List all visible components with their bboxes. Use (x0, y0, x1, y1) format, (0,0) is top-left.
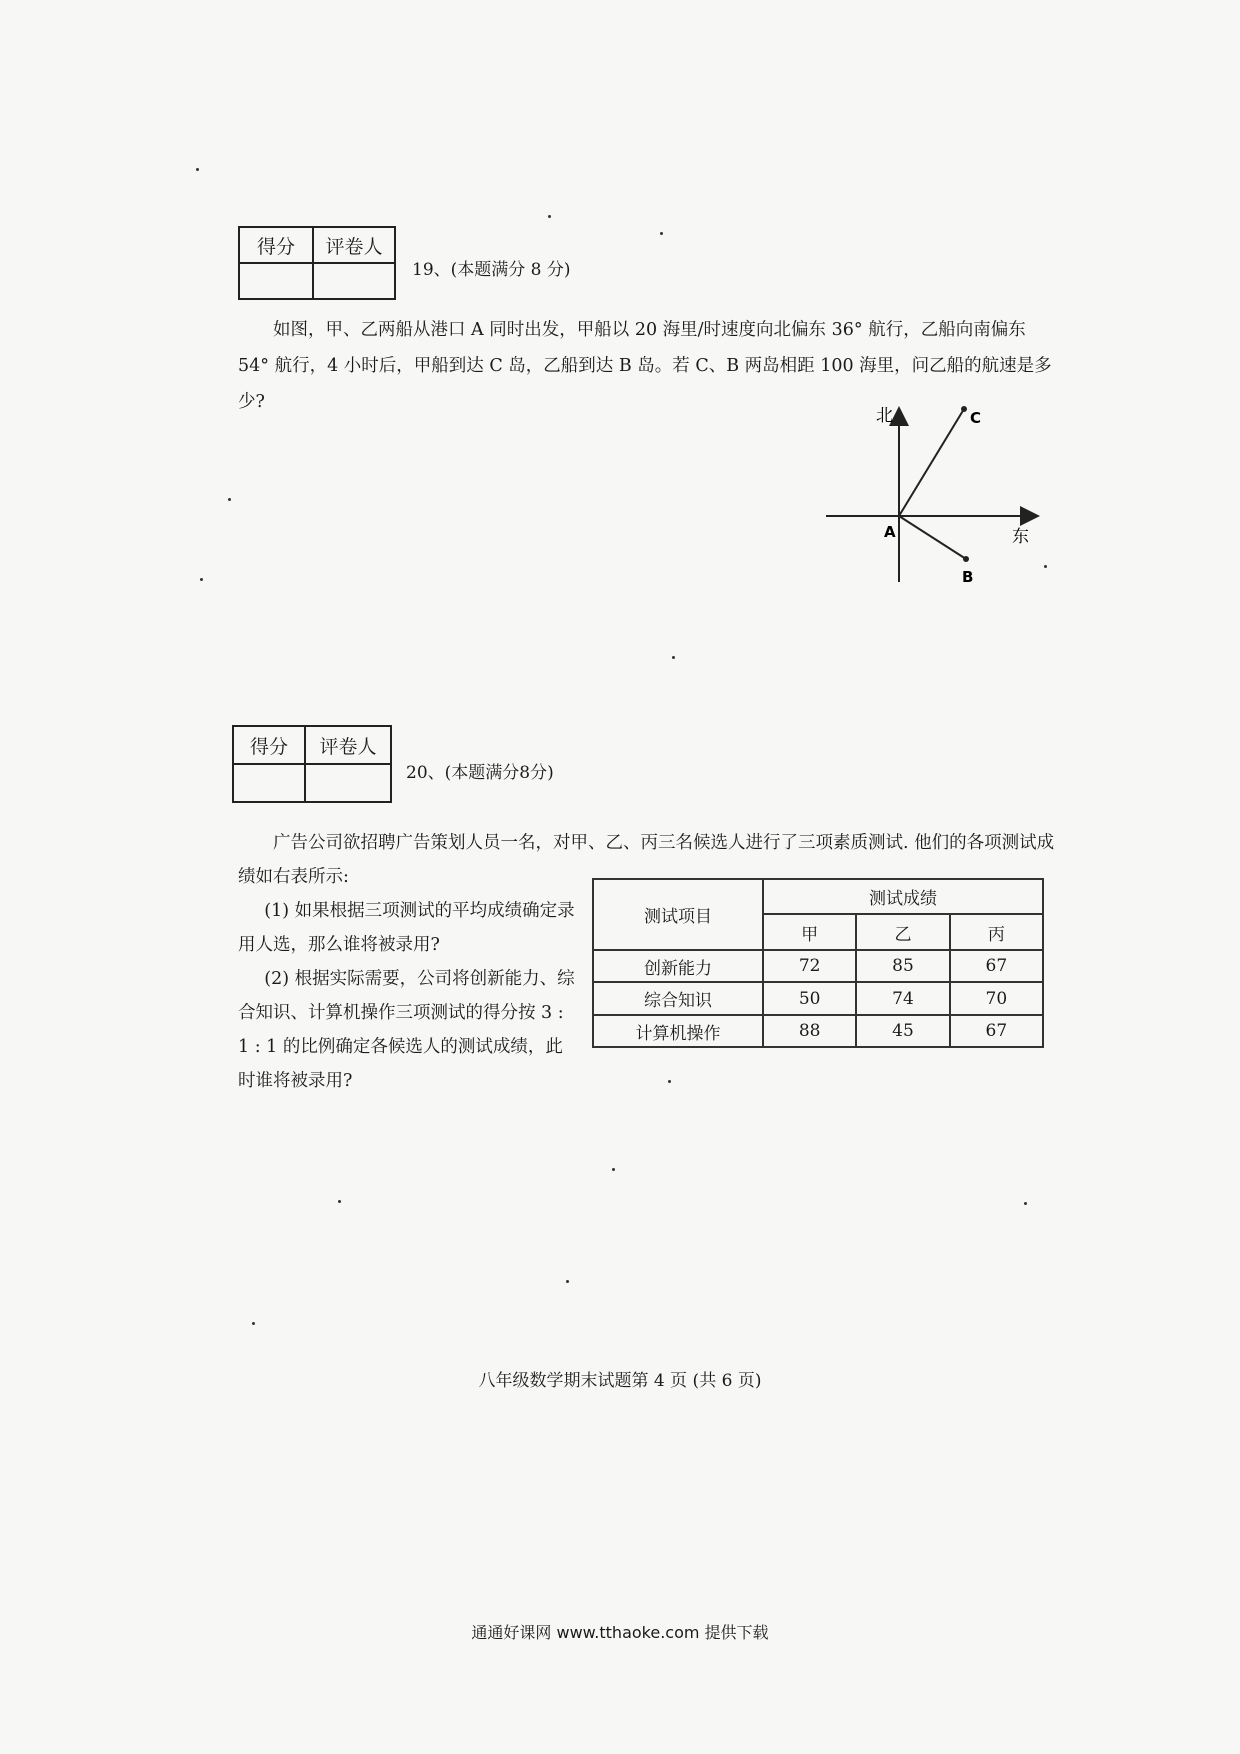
point-c-dot (961, 406, 967, 412)
source-watermark-line: 通通好课网 www.tthaoke.com 提供下载 (471, 1623, 769, 1642)
q20-score-cell (233, 764, 305, 802)
table-header-candidate: 丙 (950, 914, 1043, 950)
scan-speck (548, 215, 551, 218)
q19-direction-diagram (818, 396, 1068, 592)
q20-grader-cell (305, 764, 391, 802)
point-c-label: C (970, 409, 982, 427)
segment-ac (899, 409, 964, 516)
point-b-label: B (962, 568, 974, 586)
q19-score-cell (239, 263, 313, 299)
q19-paragraph: 如图，甲、乙两船从港口 A 同时出发，甲船以 20 海里/时速度向北偏东 36° 航行，乙船向南偏东 54° 航行，4 小时后，甲船到达 C 岛，乙船到达 B 岛。若 C、B 两岛相距 100 海里，问乙船的航速是多少? (238, 320, 1052, 412)
q19-grader-header: 评卷人 (313, 227, 395, 263)
table-header-candidate: 乙 (856, 914, 949, 950)
north-label: 北 (876, 406, 893, 426)
point-b-dot (963, 556, 969, 562)
table-cell-score: 67 (950, 950, 1043, 982)
table-row (593, 950, 1043, 982)
scan-speck (196, 168, 199, 171)
scan-speck (200, 578, 203, 581)
table-cell-score: 67 (950, 1015, 1043, 1047)
test-scores-table (592, 878, 1044, 1048)
q20-score-box (232, 725, 392, 803)
q19-title: 19、(本题满分 8 分) (412, 260, 571, 280)
q19-score-header: 得分 (239, 227, 313, 263)
table-cell-score: 74 (856, 982, 949, 1015)
table-row (593, 1015, 1043, 1047)
scan-speck (1024, 1202, 1027, 1205)
scan-speck (660, 232, 663, 235)
point-a-label: A (884, 523, 896, 541)
q19-grader-cell (313, 263, 395, 299)
segment-ab (899, 516, 966, 559)
table-header-item: 测试项目 (593, 879, 763, 950)
table-row (593, 982, 1043, 1015)
scan-speck (672, 656, 675, 659)
q20-title: 20、(本题满分8分) (406, 763, 554, 783)
q20-score-header: 得分 (233, 726, 305, 764)
page-number-footer: 八年级数学期末试题第 4 页 (共 6 页) (478, 1371, 762, 1391)
table-cell-item: 创新能力 (593, 950, 763, 982)
table-cell-score: 72 (763, 950, 856, 982)
q20-part1: (1) 如果根据三项测试的平均成绩确定录用人选，那么谁将被录用? (238, 901, 575, 955)
table-cell-score: 45 (856, 1015, 949, 1047)
scan-speck (566, 1280, 569, 1283)
q20-grader-header: 评卷人 (305, 726, 391, 764)
table-header-candidate: 甲 (763, 914, 856, 950)
scan-speck (338, 1200, 341, 1203)
east-label: 东 (1012, 527, 1029, 547)
scan-speck (668, 1080, 671, 1083)
table-cell-score: 70 (950, 982, 1043, 1015)
q20-part2: (2) 根据实际需要，公司将创新能力、综合知识、计算机操作三项测试的得分按 3 : 1 : 1 的比例确定各候选人的测试成绩，此时谁将被录用? (238, 969, 575, 1091)
scan-speck (228, 498, 231, 501)
scan-speck (252, 1322, 255, 1325)
table-cell-item: 综合知识 (593, 982, 763, 1015)
table-cell-score: 88 (763, 1015, 856, 1047)
scan-speck (612, 1168, 615, 1171)
table-cell-score: 85 (856, 950, 949, 982)
q19-score-box (238, 226, 396, 300)
scan-speck (1044, 565, 1047, 568)
table-cell-item: 计算机操作 (593, 1015, 763, 1047)
q20-intro: 广告公司欲招聘广告策划人员一名，对甲、乙、丙三名候选人进行了三项素质测试. 他们的各项测试成绩如右表所示: (238, 833, 1055, 887)
table-cell-score: 50 (763, 982, 856, 1015)
table-header-scores: 测试成绩 (763, 879, 1043, 914)
